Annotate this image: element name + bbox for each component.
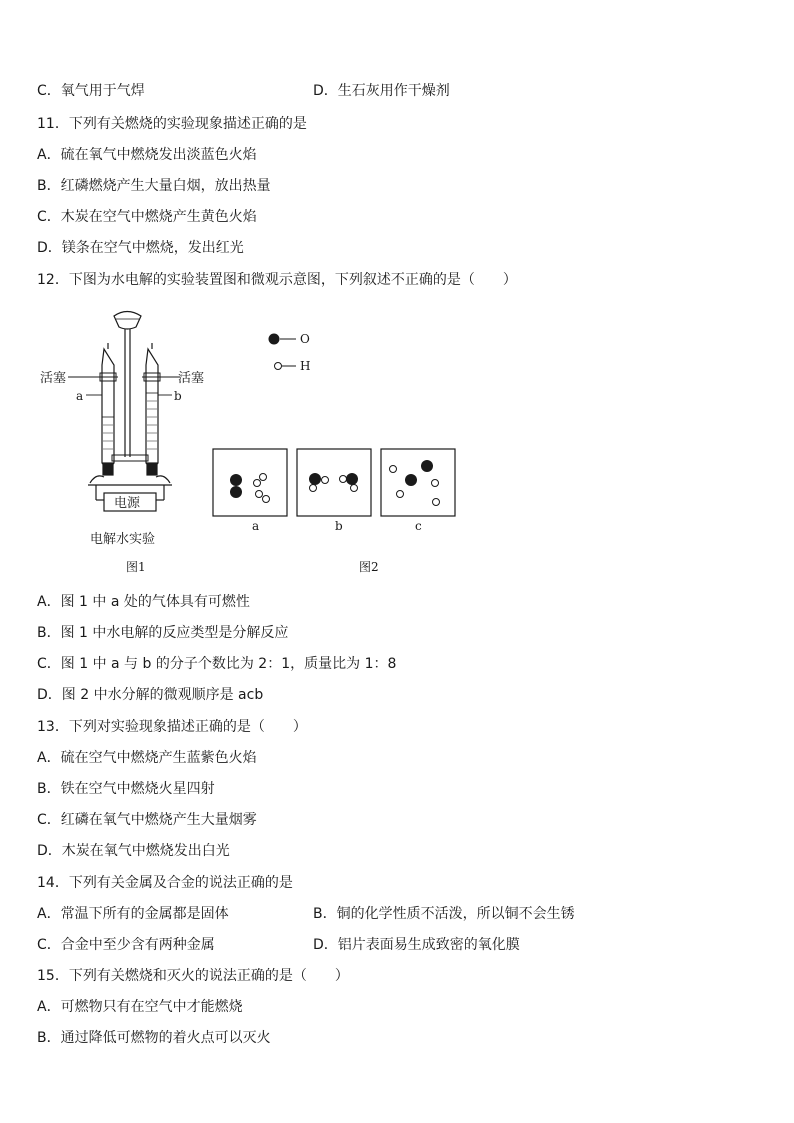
figure1-label: 图1 — [126, 560, 146, 574]
micro-box-b — [297, 449, 371, 516]
q14-option-c: C．合金中至少含有两种金属 — [37, 937, 215, 953]
q15-option-b: B．通过降低可燃物的着火点可以灭火 — [37, 1030, 271, 1046]
q14-option-b: B．铜的化学性质不活泼，所以铜不会生锈 — [313, 906, 575, 922]
q13-option-c: C．红磷在氧气中燃烧产生大量烟雾 — [37, 812, 257, 828]
q11-option-d: D．镁条在空气中燃烧，发出红光 — [37, 240, 244, 256]
electrolysis-figure — [30, 305, 470, 585]
tube-b-label: b — [174, 389, 182, 403]
box-c-label: c — [415, 519, 422, 533]
electrolysis-apparatus — [68, 312, 180, 512]
q11-option-a: A．硫在氧气中燃烧发出淡蓝色火焰 — [37, 147, 257, 163]
q14-option-a: A．常温下所有的金属都是固体 — [37, 906, 229, 922]
q12-option-b: B．图 1 中水电解的反应类型是分解反应 — [37, 625, 289, 641]
q15-option-a: A．可燃物只有在空气中才能燃烧 — [37, 999, 243, 1015]
micro-box-a — [213, 449, 287, 516]
box-b-label: b — [335, 519, 343, 533]
stopcock-right-label: 活塞 — [178, 371, 205, 386]
legend-h-label: H — [300, 359, 311, 373]
q15-stem: 15．下列有关燃烧和灭火的说法正确的是（ ） — [37, 968, 349, 984]
q12-option-c: C．图 1 中 a 与 b 的分子个数比为 2：1，质量比为 1：8 — [37, 656, 397, 672]
stopcock-left-label: 活塞 — [40, 371, 67, 386]
legend-o-label: O — [300, 332, 310, 346]
q12-option-a: A．图 1 中 a 处的气体具有可燃性 — [37, 594, 250, 610]
q11-option-c: C．木炭在空气中燃烧产生黄色火焰 — [37, 209, 257, 225]
q13-option-d: D．木炭在氧气中燃烧发出白光 — [37, 843, 230, 859]
q12-stem: 12．下图为水电解的实验装置图和微观示意图，下列叙述不正确的是（ ） — [37, 272, 517, 288]
legend — [269, 334, 297, 370]
q10-option-d: D．生石灰用作干燥剂 — [313, 83, 450, 99]
figure2-label: 图2 — [359, 560, 379, 574]
q14-stem: 14．下列有关金属及合金的说法正确的是 — [37, 875, 293, 891]
hydrogen-atom-icon — [275, 363, 282, 370]
oxygen-atom-icon — [269, 334, 280, 345]
q13-option-b: B．铁在空气中燃烧火星四射 — [37, 781, 215, 797]
power-label: 电源 — [114, 496, 141, 511]
box-a-label: a — [252, 519, 260, 533]
tube-a-label: a — [76, 389, 84, 403]
q13-option-a: A．硫在空气中燃烧产生蓝紫色火焰 — [37, 750, 257, 766]
q10-option-c: C．氧气用于气焊 — [37, 83, 145, 99]
q12-option-d: D．图 2 中水分解的微观顺序是 acb — [37, 687, 264, 703]
q14-option-d: D．铝片表面易生成致密的氧化膜 — [313, 937, 520, 953]
q11-option-b: B．红磷燃烧产生大量白烟，放出热量 — [37, 178, 271, 194]
micro-box-c — [381, 449, 455, 516]
q11-stem: 11．下列有关燃烧的实验现象描述正确的是 — [37, 116, 307, 132]
figure1-caption: 电解水实验 — [90, 532, 156, 547]
q13-stem: 13．下列对实验现象描述正确的是（ ） — [37, 719, 307, 735]
